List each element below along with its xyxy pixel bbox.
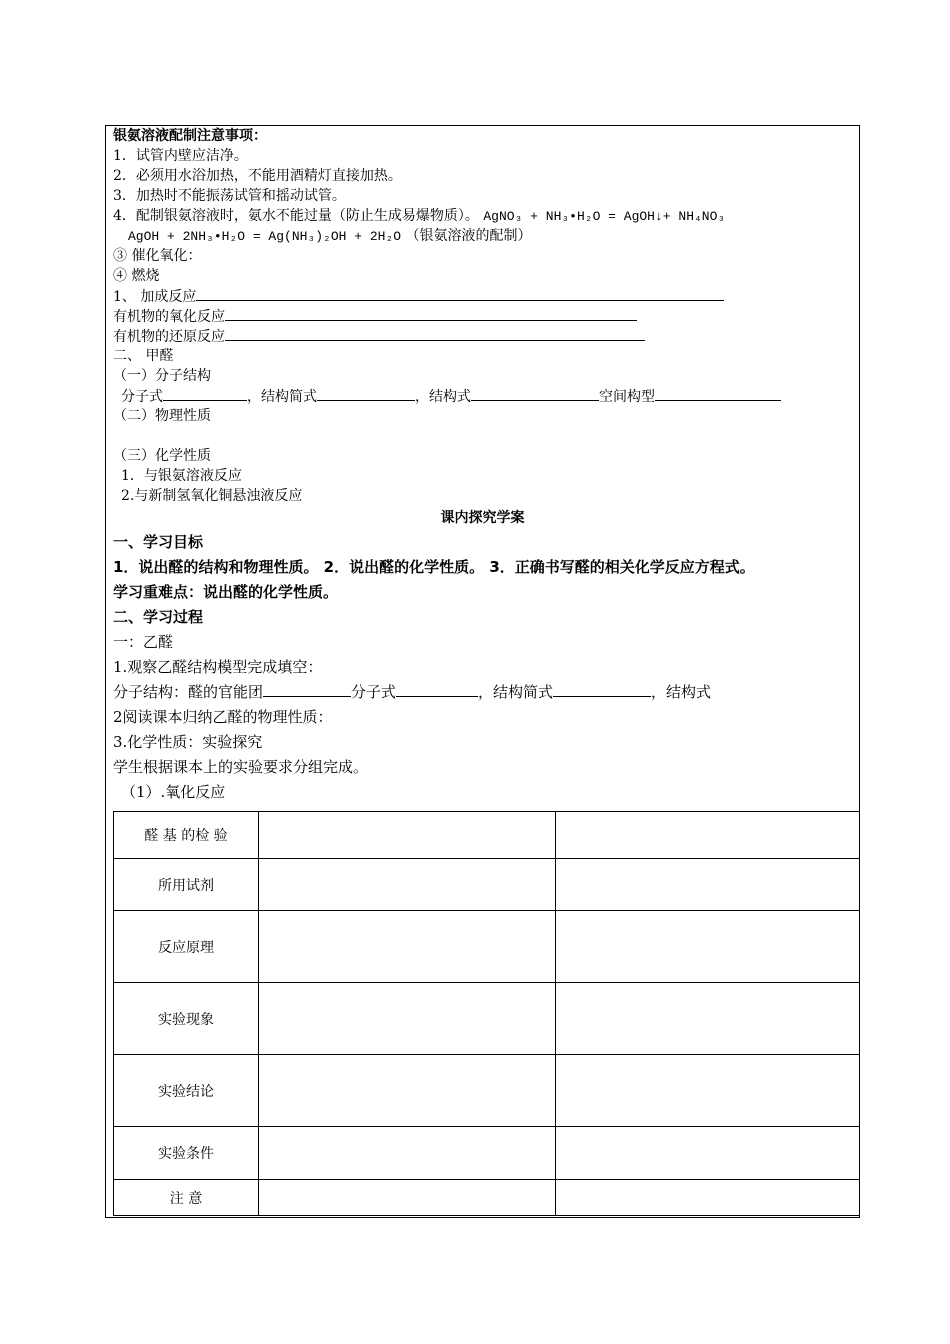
table-cell[interactable]	[259, 911, 556, 983]
note-item-4	[113, 206, 725, 227]
reduction-label: 有机物的还原反应	[113, 329, 225, 345]
addition-label: 1、 加成反应	[113, 289, 197, 305]
functional-group-blank[interactable]	[263, 682, 351, 697]
formaldehyde-sub3: （三）化学性质	[113, 448, 211, 464]
row-label-aldehyde-test: 醛 基 的检 验	[114, 812, 259, 859]
acet-mol-blank[interactable]	[396, 682, 478, 697]
note-item-2: 2．必须用水浴加热，不能用酒精灯直接加热。	[113, 168, 402, 184]
oxidation-heading: （1）.氧化反应	[121, 783, 226, 801]
table-cell[interactable]	[259, 1180, 556, 1216]
table-cell[interactable]	[556, 1127, 860, 1180]
formaldehyde-sub2: （二）物理性质	[113, 408, 211, 424]
functional-group-label: 分子结构：醛的官能团	[113, 683, 264, 701]
circ-item-4: ④ 燃烧	[113, 268, 160, 284]
table-cell[interactable]	[259, 859, 556, 911]
equation-2-line	[128, 226, 532, 247]
table-row	[114, 812, 860, 859]
table-cell[interactable]	[259, 812, 556, 859]
table-cell[interactable]	[556, 1055, 860, 1127]
step-3b: 学生根据课本上的实验要求分组完成。	[113, 758, 369, 776]
table-row	[114, 859, 860, 911]
struct-formula-label: ，结构式	[415, 389, 471, 405]
table-row	[114, 983, 860, 1055]
reduction-line	[113, 326, 645, 347]
table-row	[114, 911, 860, 983]
addition-line	[113, 286, 724, 307]
table-cell[interactable]	[556, 1180, 860, 1216]
goals-heading: 一、学习目标	[113, 533, 204, 551]
row-label-phenomena: 实验现象	[114, 983, 259, 1055]
experiment-table	[113, 811, 860, 1216]
row-label-principle: 反应原理	[114, 911, 259, 983]
row-label-notes: 注 意	[114, 1180, 259, 1216]
acet-simple-label: ，结构简式	[478, 683, 554, 701]
row-label-conclusion: 实验结论	[114, 1055, 259, 1127]
acet-mol-label: 分子式	[351, 683, 397, 701]
formaldehyde-structure-line	[121, 386, 781, 407]
mol-formula-blank[interactable]	[163, 386, 247, 401]
row-label-reagents: 所用试剂	[114, 859, 259, 911]
chem-item-1: 1．与银氨溶液反应	[121, 468, 242, 484]
goals-text: 1．说出醛的结构和物理性质。 2．说出醛的化学性质。 3．正确书写醛的相关化学反应方程式。	[113, 558, 755, 576]
difficulty-text: 学习重难点：说出醛的化学性质。	[113, 583, 339, 601]
table-cell[interactable]	[556, 911, 860, 983]
step-1: 1.观察乙醛结构模型完成填空：	[113, 658, 323, 676]
table-cell[interactable]	[556, 812, 860, 859]
table-cell[interactable]	[556, 859, 860, 911]
process-heading: 二、学习过程	[113, 608, 204, 626]
formaldehyde-sub1: （一）分子结构	[113, 368, 211, 384]
row-label-conditions: 实验条件	[114, 1127, 259, 1180]
note-item-4-text: 4．配制银氨溶液时，氨水不能过量（防止生成易爆物质）。	[113, 208, 479, 224]
acet-struct-label: ，结构式	[651, 683, 712, 701]
circ-item-3: ③ 催化氧化：	[113, 248, 202, 264]
equation-2-note: （银氨溶液的配制）	[405, 228, 532, 244]
chem-item-2: 2.与新制氢氧化铜悬浊液反应	[121, 488, 303, 504]
formaldehyde-heading: 二、 甲醛	[113, 348, 174, 364]
table-cell[interactable]	[556, 983, 860, 1055]
table-row	[114, 1180, 860, 1216]
spatial-blank[interactable]	[655, 386, 781, 401]
simple-formula-label: ，结构简式	[247, 389, 317, 405]
step-2: 2阅读课本归纳乙醛的物理性质：	[113, 708, 333, 726]
oxidation-label: 有机物的氧化反应	[113, 309, 225, 325]
notes-title: 银氨溶液配制注意事项：	[113, 128, 267, 144]
equation-1: AgNO₃ + NH₃•H₂O = AgOH↓+ NH₄NO₃	[483, 209, 726, 224]
reduction-blank[interactable]	[225, 326, 645, 341]
acetaldehyde-heading: 一：乙醛	[113, 633, 174, 651]
table-row	[114, 1055, 860, 1127]
acet-simple-blank[interactable]	[553, 682, 651, 697]
mol-formula-label: 分子式	[121, 389, 163, 405]
simple-formula-blank[interactable]	[317, 386, 415, 401]
addition-blank[interactable]	[196, 286, 724, 301]
plan-title: 课内探究学案	[440, 510, 525, 526]
table-row	[114, 1127, 860, 1180]
equation-2: AgOH + 2NH₃•H₂O = Ag(NH₃)₂OH + 2H₂O	[128, 229, 402, 244]
note-item-1: 1．试管内壁应洁净。	[113, 148, 248, 164]
oxidation-blank[interactable]	[225, 306, 637, 321]
oxidation-line	[113, 306, 637, 327]
note-item-3: 3．加热时不能振荡试管和摇动试管。	[113, 188, 346, 204]
spatial-label: 空间构型	[599, 389, 655, 405]
table-cell[interactable]	[259, 983, 556, 1055]
struct-formula-blank[interactable]	[471, 386, 599, 401]
table-cell[interactable]	[259, 1055, 556, 1127]
acetaldehyde-structure-line	[113, 682, 711, 702]
step-3: 3.化学性质：实验探究	[113, 733, 263, 751]
table-cell[interactable]	[259, 1127, 556, 1180]
